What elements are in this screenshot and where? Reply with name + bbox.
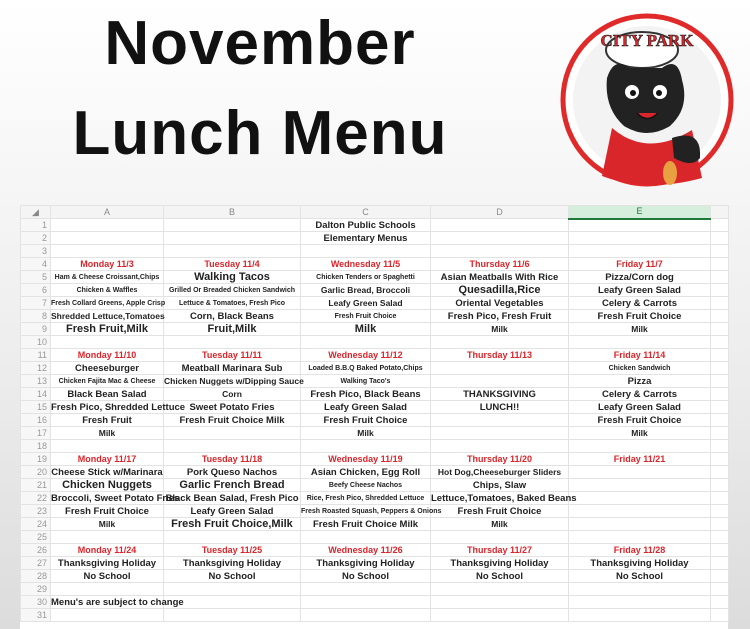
day-header-cell[interactable]: Wednesday 11/5 [301, 258, 431, 271]
menu-cell[interactable]: Fresh Fruit Choice [301, 310, 431, 323]
menu-cell[interactable] [301, 609, 431, 622]
day-header-cell[interactable]: Monday 11/17 [51, 453, 164, 466]
menu-cell[interactable] [431, 427, 569, 440]
day-header-cell[interactable]: Monday 11/3 [51, 258, 164, 271]
blank-cell[interactable] [711, 336, 729, 349]
column-header-d[interactable]: D [431, 206, 569, 219]
row-header[interactable]: 19 [21, 453, 51, 466]
sheet-row [21, 388, 729, 401]
menu-cell[interactable] [431, 609, 569, 622]
menu-cell[interactable] [431, 414, 569, 427]
menu-cell[interactable] [431, 440, 569, 453]
column-header-e[interactable]: E [569, 206, 711, 219]
menu-cell[interactable]: Celery & Carrots [569, 388, 711, 401]
menu-cell[interactable] [51, 336, 164, 349]
menu-cell[interactable]: Pizza [569, 375, 711, 388]
sheet-row [21, 375, 729, 388]
menu-cell[interactable]: Leafy Green Salad [301, 297, 431, 310]
menu-cell[interactable] [431, 375, 569, 388]
menu-cell[interactable] [431, 336, 569, 349]
corner-select-all[interactable]: ◢ [21, 206, 51, 219]
sheet-row [21, 479, 729, 492]
menu-cell[interactable]: Milk [301, 427, 431, 440]
blank-cell[interactable] [711, 492, 729, 505]
sheet-row [21, 258, 729, 271]
menu-cell[interactable] [569, 440, 711, 453]
row-header[interactable]: 13 [21, 375, 51, 388]
menu-cell[interactable] [51, 531, 164, 544]
sheet-row [21, 414, 729, 427]
menu-cell[interactable]: Celery & Carrots [569, 297, 711, 310]
menu-cell[interactable] [569, 492, 711, 505]
blank-cell[interactable] [711, 518, 729, 531]
menu-cell[interactable]: Cheese Stick w/Marinara [51, 466, 163, 478]
menu-cell[interactable] [164, 219, 301, 232]
blank-cell[interactable] [711, 388, 729, 401]
menu-cell[interactable]: Fresh Pico, Black Beans [301, 388, 431, 401]
menu-cell[interactable]: Fresh Fruit Choice [431, 505, 569, 518]
menu-cell[interactable]: Milk [301, 323, 431, 336]
menu-cell[interactable] [569, 219, 711, 232]
menu-cell[interactable] [164, 336, 301, 349]
sheet-row [21, 531, 729, 544]
blank-cell[interactable] [711, 219, 729, 232]
menu-cell[interactable]: Milk [431, 323, 569, 336]
menu-cell[interactable]: Elementary Menus [301, 232, 431, 245]
blank-cell[interactable] [711, 414, 729, 427]
sheet-row [21, 336, 729, 349]
menu-cell[interactable]: Leafy Green Salad [569, 401, 711, 414]
sheet-row [21, 557, 729, 570]
menu-cell[interactable]: Grilled Or Breaded Chicken Sandwich [164, 284, 301, 297]
menu-cell[interactable] [569, 232, 711, 245]
row-header[interactable]: 30 [21, 596, 51, 609]
menu-cell[interactable]: Milk [431, 518, 569, 531]
menu-cell[interactable] [164, 609, 301, 622]
menu-cell[interactable]: Milk [51, 427, 164, 440]
svg-text:CITY PARK: CITY PARK [600, 31, 694, 50]
menu-cell[interactable]: Meatball Marinara Sub [164, 362, 301, 375]
row-header[interactable]: 26 [21, 544, 51, 557]
menu-cell[interactable] [569, 336, 711, 349]
row-header[interactable]: 7 [21, 297, 51, 310]
menu-cell[interactable]: Garlic French Bread [164, 479, 301, 492]
menu-cell[interactable]: Rice, Fresh Pico, Shredded Lettuce [301, 492, 431, 505]
menu-cell[interactable] [164, 583, 301, 596]
menu-cell[interactable]: Lettuce,Tomatoes, Baked Beans [431, 492, 577, 504]
row-header[interactable]: 29 [21, 583, 51, 596]
menu-cell[interactable]: Asian Chicken, Egg Roll [301, 466, 431, 479]
row-header[interactable]: 6 [21, 284, 51, 297]
day-header-cell[interactable]: Friday 11/28 [569, 544, 711, 557]
menu-cell[interactable]: Milk [569, 427, 711, 440]
menu-cell[interactable]: Corn [164, 388, 301, 401]
menu-cell[interactable] [51, 440, 164, 453]
menu-cell[interactable]: Chicken Sandwich [569, 362, 711, 375]
menu-cell[interactable]: Chicken & Waffles [51, 284, 164, 297]
day-header-cell[interactable]: Tuesday 11/11 [164, 349, 301, 362]
sheet-row [21, 570, 729, 583]
menu-cell[interactable]: Garlic Bread, Broccoli [301, 284, 431, 297]
row-header[interactable]: 10 [21, 336, 51, 349]
menu-cell[interactable]: Sweet Potato Fries [164, 401, 301, 414]
column-header-a[interactable]: A [51, 206, 164, 219]
spreadsheet[interactable] [20, 205, 728, 629]
sheet-row [21, 297, 729, 310]
menu-cell[interactable] [301, 531, 431, 544]
row-header[interactable]: 9 [21, 323, 51, 336]
blank-cell[interactable] [711, 466, 729, 479]
menu-cell[interactable] [51, 583, 164, 596]
row-header[interactable]: 18 [21, 440, 51, 453]
menu-cell[interactable]: Asian Meatballs With Rice [431, 271, 569, 284]
menu-cell[interactable]: No School [431, 570, 569, 583]
blank-cell[interactable] [711, 271, 729, 284]
menu-cell[interactable]: Fresh Roasted Squash, Peppers & Onions [301, 505, 431, 518]
menu-cell[interactable] [569, 609, 711, 622]
blank-cell[interactable] [711, 479, 729, 492]
sheet-row [21, 492, 729, 505]
blank-cell[interactable] [711, 284, 729, 297]
menu-cell[interactable]: Chicken Nuggets [51, 479, 164, 492]
menu-cell[interactable] [164, 245, 301, 258]
menu-cell[interactable] [431, 596, 569, 609]
row-header[interactable]: 23 [21, 505, 51, 518]
menu-cell[interactable]: Ham & Cheese Croissant,Chips [51, 271, 164, 284]
menu-cell[interactable]: Fruit,Milk [164, 323, 301, 336]
sheet-row [21, 245, 729, 258]
blank-cell[interactable] [711, 401, 729, 414]
sheet-row [21, 466, 729, 479]
sheet-row [21, 362, 729, 375]
blank-cell[interactable] [711, 232, 729, 245]
sheet-row [21, 349, 729, 362]
menu-cell[interactable]: Black Bean Salad, Fresh Pico [165, 492, 299, 504]
blank-cell[interactable] [711, 258, 729, 271]
row-header[interactable]: 2 [21, 232, 51, 245]
menu-cell[interactable]: Fresh Fruit Choice [569, 310, 711, 323]
menu-cell[interactable] [301, 440, 431, 453]
row-header[interactable]: 12 [21, 362, 51, 375]
menu-cell[interactable]: Corn, Black Beans [164, 310, 301, 323]
menu-cell[interactable]: No School [301, 570, 431, 583]
sheet-row [21, 310, 729, 323]
row-header[interactable]: 8 [21, 310, 51, 323]
menu-cell[interactable] [569, 245, 711, 258]
row-header[interactable]: 16 [21, 414, 51, 427]
menu-cell[interactable]: Quesadilla,Rice [431, 284, 569, 297]
row-header[interactable]: 17 [21, 427, 51, 440]
menu-cell[interactable]: Beefy Cheese Nachos [301, 479, 431, 492]
blank-cell[interactable] [711, 505, 729, 518]
city-park-logo [552, 8, 742, 198]
menu-cell[interactable]: No School [569, 570, 711, 583]
blank-cell[interactable] [711, 544, 729, 557]
menu-cell[interactable]: LUNCH!! [431, 401, 569, 414]
menu-cell[interactable]: Leafy Green Salad [301, 401, 431, 414]
title-line-2: Lunch Menu [72, 99, 448, 168]
menu-cell[interactable] [431, 232, 569, 245]
menu-cell[interactable]: Milk [51, 518, 164, 531]
menu-cell[interactable]: Loaded B.B.Q Baked Potato,Chips [301, 362, 431, 375]
menu-cell[interactable] [301, 583, 431, 596]
row-header[interactable]: 28 [21, 570, 51, 583]
sheet-row [21, 609, 729, 622]
sheet-row [21, 271, 729, 284]
sheet-row [21, 505, 729, 518]
column-header-blank[interactable] [711, 206, 729, 219]
menu-cell[interactable]: Walking Tacos [164, 271, 301, 284]
blank-cell[interactable] [711, 440, 729, 453]
row-header[interactable]: 1 [21, 219, 51, 232]
menu-cell[interactable]: Pork Queso Nachos [164, 466, 301, 479]
row-header[interactable]: 21 [21, 479, 51, 492]
menu-cell[interactable]: Pizza/Corn dog [569, 271, 711, 284]
menu-cell[interactable] [569, 479, 711, 492]
menu-cell[interactable]: Chicken Fajita Mac & Cheese [51, 375, 164, 388]
menu-cell[interactable]: Fresh Fruit Choice Milk [301, 518, 431, 531]
menu-cell[interactable]: Fresh Fruit,Milk [51, 323, 164, 336]
blank-cell[interactable] [711, 557, 729, 570]
day-header-cell[interactable]: Tuesday 11/4 [164, 258, 301, 271]
menu-cell[interactable] [164, 440, 301, 453]
menu-cell[interactable] [569, 466, 711, 479]
menu-cell[interactable]: Menu's are subject to change [51, 596, 184, 608]
menu-grid [20, 205, 729, 622]
menu-cell[interactable]: Walking Taco's [301, 375, 431, 388]
blank-cell[interactable] [711, 375, 729, 388]
menu-cell[interactable]: Fresh Fruit Choice [569, 414, 711, 427]
sheet-row [21, 440, 729, 453]
row-header[interactable]: 24 [21, 518, 51, 531]
day-header-cell[interactable]: Wednesday 11/19 [301, 453, 431, 466]
row-header[interactable]: 11 [21, 349, 51, 362]
menu-cell[interactable] [51, 232, 164, 245]
menu-cell[interactable]: Shredded Lettuce,Tomatoes [51, 310, 165, 321]
row-header[interactable]: 22 [21, 492, 51, 505]
column-header-c[interactable]: C [301, 206, 431, 219]
menu-cell[interactable] [51, 219, 164, 232]
blank-cell[interactable] [711, 531, 729, 544]
day-header-cell[interactable]: Tuesday 11/18 [164, 453, 301, 466]
menu-cell[interactable]: Black Bean Salad [51, 388, 164, 401]
row-header[interactable]: 20 [21, 466, 51, 479]
menu-cell[interactable] [431, 531, 569, 544]
menu-cell[interactable]: Chips, Slaw [431, 479, 569, 492]
menu-cell[interactable]: Fresh Fruit Choice,Milk [164, 518, 301, 531]
blank-cell[interactable] [711, 349, 729, 362]
menu-cell[interactable]: Thanksgiving Holiday [301, 557, 431, 570]
menu-cell[interactable] [569, 531, 711, 544]
sheet-row [21, 427, 729, 440]
blank-cell[interactable] [711, 310, 729, 323]
menu-cell[interactable] [431, 362, 569, 375]
menu-cell[interactable]: Oriental Vegetables [431, 297, 569, 310]
row-header[interactable]: 31 [21, 609, 51, 622]
sheet-row [21, 518, 729, 531]
menu-cell[interactable] [569, 505, 711, 518]
menu-cell[interactable] [431, 245, 569, 258]
menu-cell[interactable]: Chicken Nuggets w/Dipping Sauce [164, 375, 304, 386]
day-header-cell[interactable]: Monday 11/10 [51, 349, 164, 362]
menu-cell[interactable] [51, 245, 164, 258]
menu-cell[interactable] [301, 596, 431, 609]
menu-cell[interactable] [164, 531, 301, 544]
blank-cell[interactable] [711, 609, 729, 622]
sheet-row [21, 284, 729, 297]
menu-cell[interactable] [51, 609, 164, 622]
menu-cell[interactable]: No School [51, 570, 164, 583]
menu-cell[interactable]: Fresh Pico, Fresh Fruit [431, 310, 569, 323]
menu-cell[interactable]: No School [164, 570, 301, 583]
menu-cell[interactable]: Thanksgiving Holiday [164, 557, 301, 570]
sheet-row [21, 596, 729, 609]
menu-cell[interactable]: Fresh Fruit Choice Milk [164, 414, 301, 427]
sheet-row [21, 232, 729, 245]
menu-cell[interactable]: Fresh Collard Greens, Apple Crisp [51, 297, 164, 310]
column-header-b[interactable]: B [164, 206, 301, 219]
menu-cell[interactable]: Milk [569, 323, 711, 336]
menu-cell[interactable]: Hot Dog,Cheeseburger Sliders [431, 466, 569, 479]
menu-cell[interactable] [431, 219, 569, 232]
blank-cell[interactable] [711, 570, 729, 583]
day-header-cell[interactable]: Thursday 11/13 [431, 349, 569, 362]
menu-cell[interactable] [569, 583, 711, 596]
menu-cell[interactable] [164, 596, 301, 609]
row-header[interactable]: 5 [21, 271, 51, 284]
day-header-cell[interactable]: Tuesday 11/25 [164, 544, 301, 557]
menu-cell[interactable]: Leafy Green Salad [164, 505, 301, 518]
menu-cell[interactable]: Fresh Pico, Shredded Lettuce [51, 401, 186, 413]
blank-cell[interactable] [711, 596, 729, 609]
sheet-row [21, 219, 729, 232]
day-header-cell[interactable]: Monday 11/24 [51, 544, 164, 557]
row-header[interactable]: 15 [21, 401, 51, 414]
sheet-row [21, 323, 729, 336]
blank-cell[interactable] [711, 323, 729, 336]
day-header-cell[interactable]: Wednesday 11/12 [301, 349, 431, 362]
blank-cell[interactable] [711, 453, 729, 466]
day-header-cell[interactable]: Thursday 11/27 [431, 544, 569, 557]
blank-cell[interactable] [711, 362, 729, 375]
menu-cell[interactable] [431, 583, 569, 596]
menu-cell[interactable]: Fresh Fruit [51, 414, 164, 427]
sheet-row [21, 583, 729, 596]
sheet-row [21, 453, 729, 466]
day-header-cell[interactable]: Friday 11/21 [569, 453, 711, 466]
menu-cell[interactable] [569, 518, 711, 531]
menu-cell[interactable] [301, 336, 431, 349]
menu-cell[interactable]: Fresh Fruit Choice [301, 414, 431, 427]
menu-cell[interactable] [164, 427, 301, 440]
day-header-cell[interactable]: Wednesday 11/26 [301, 544, 431, 557]
menu-cell[interactable]: Fresh Fruit Choice [51, 505, 164, 518]
menu-cell[interactable]: Lettuce & Tomatoes, Fresh Pico [164, 297, 301, 310]
menu-cell[interactable] [164, 232, 301, 245]
row-header[interactable]: 25 [21, 531, 51, 544]
row-header[interactable]: 4 [21, 258, 51, 271]
day-header-cell[interactable]: Thursday 11/20 [431, 453, 569, 466]
menu-cell[interactable] [569, 596, 711, 609]
row-header[interactable]: 27 [21, 557, 51, 570]
row-header[interactable]: 14 [21, 388, 51, 401]
blank-cell[interactable] [711, 297, 729, 310]
menu-cell[interactable]: Thanksgiving Holiday [569, 557, 711, 570]
blank-cell[interactable] [711, 427, 729, 440]
blank-cell[interactable] [711, 583, 729, 596]
menu-cell[interactable]: Broccoli, Sweet Potato Fries [51, 492, 180, 504]
day-header-cell[interactable]: Friday 11/14 [569, 349, 711, 362]
title-line-1: November [104, 9, 416, 78]
day-header-cell[interactable]: Friday 11/7 [569, 258, 711, 271]
row-header[interactable]: 3 [21, 245, 51, 258]
menu-cell[interactable]: Cheeseburger [51, 362, 164, 375]
menu-cell[interactable] [301, 245, 431, 258]
menu-cell[interactable]: Thanksgiving Holiday [51, 557, 164, 570]
sheet-row [21, 401, 729, 414]
menu-cell[interactable]: Leafy Green Salad [569, 284, 711, 297]
menu-cell[interactable]: Dalton Public Schools [301, 219, 431, 232]
blank-cell[interactable] [711, 245, 729, 258]
menu-cell[interactable]: THANKSGIVING [431, 388, 569, 401]
day-header-cell[interactable]: Thursday 11/6 [431, 258, 569, 271]
sheet-row [21, 544, 729, 557]
menu-cell[interactable]: Thanksgiving Holiday [431, 557, 569, 570]
menu-cell[interactable]: Chicken Tenders or Spaghetti [301, 271, 431, 284]
